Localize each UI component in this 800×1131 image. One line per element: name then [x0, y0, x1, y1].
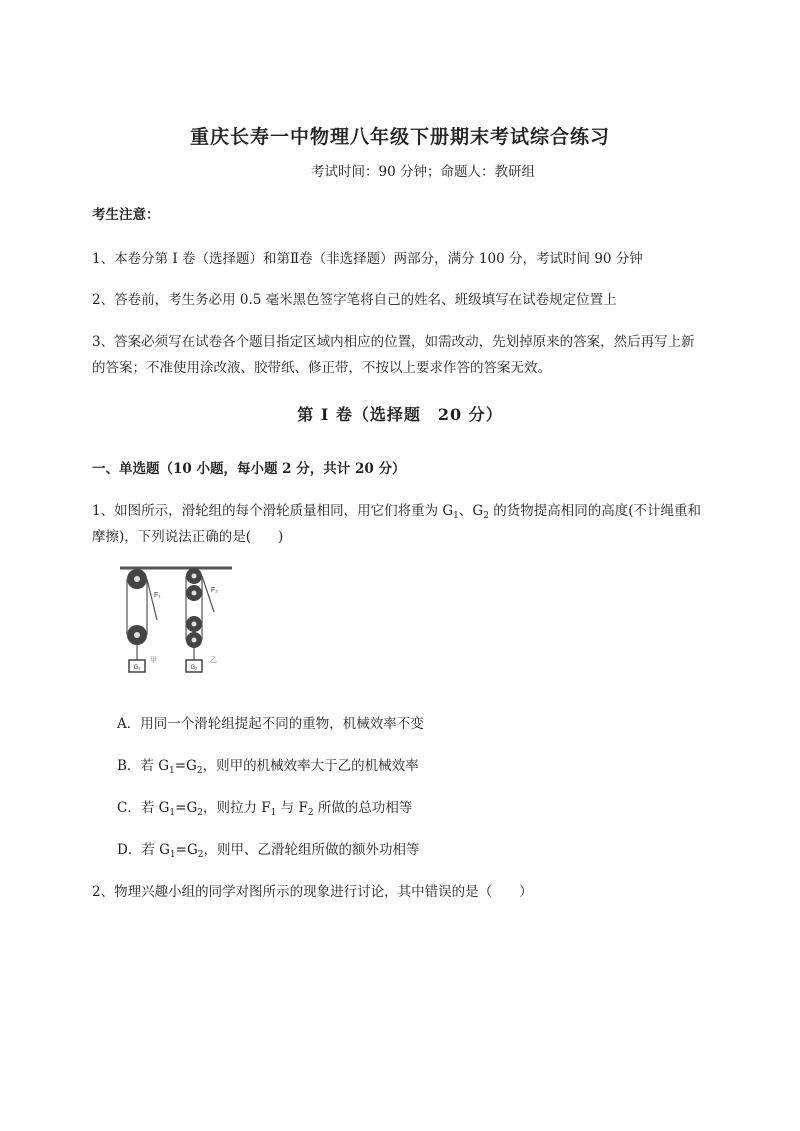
option-c-text: C．若 G — [117, 800, 170, 816]
notice-item-1: 1、本卷分第 I 卷（选择题）和第Ⅱ卷（非选择题）两部分，满分 100 分，考试时间 90 分钟 — [92, 251, 643, 267]
question-1-line1 — [92, 499, 701, 519]
option-c-text: 所做的总功相等 — [313, 800, 413, 816]
notice-item-2: 2、答卷前，考生务必用 0.5 毫米黑色签字笔将自己的姓名、班级填写在试卷规定位置上 — [92, 292, 617, 308]
label-yi: 乙 — [210, 657, 217, 664]
option-b — [117, 754, 419, 774]
pulley-diagram — [112, 562, 236, 680]
notice-heading: 考生注意： — [92, 207, 160, 223]
subscript: 1 — [453, 511, 459, 521]
subscript: 2 — [196, 766, 203, 776]
option-d-text: D．若 G — [117, 842, 170, 858]
option-d-text: =G — [175, 842, 198, 858]
subscript: 1 — [169, 808, 176, 818]
option-b-text: =G — [174, 758, 197, 774]
exam-subtitle: 考试时间：90 分钟；命题人：教研组 — [311, 164, 535, 180]
option-b-text: ，则甲的机械效率大于乙的机械效率 — [202, 758, 419, 774]
option-c-text: 与 F — [276, 800, 308, 816]
notice-item-3-line2: 的答案；不准使用涂改液、胶带纸、修正带，不按以上要求作答的答案无效。 — [92, 360, 551, 376]
label-g2: G₂ — [190, 665, 198, 671]
question-1-line2: 摩擦)，下列说法正确的是( ) — [92, 529, 284, 545]
pulley-figure — [112, 562, 236, 680]
question-1-text-a: 1、如图所示，滑轮组的每个滑轮质量相同，用它们将重为 G — [92, 503, 454, 519]
label-f1: F₁ — [154, 592, 161, 599]
option-d-text: ，则甲、乙滑轮组所做的额外功相等 — [203, 842, 420, 858]
subscript: 1 — [270, 808, 277, 818]
exam-title: 重庆长寿一中物理八年级下册期末考试综合练习 — [189, 126, 610, 148]
section-title: 第 I 卷（选择题 20 分） — [297, 405, 503, 424]
label-f2: F₂ — [211, 587, 218, 594]
option-c-text: ，则拉力 F — [202, 800, 271, 816]
option-b-text: B．若 G — [117, 758, 169, 774]
part-heading: 一、单选题（10 小题，每小题 2 分，共计 20 分） — [92, 461, 406, 477]
question-1-text-c: 的货物提高相同的高度(不计绳重和 — [488, 503, 701, 519]
question-2-line1: 2、物理兴趣小组的同学对图所示的现象进行讨论，其中错误的是（ ） — [92, 884, 533, 900]
subscript: 1 — [169, 766, 175, 776]
option-d — [117, 838, 419, 858]
subscript: 1 — [169, 850, 176, 860]
subscript: 2 — [483, 511, 489, 521]
subscript: 2 — [197, 850, 204, 860]
option-c-text: =G — [175, 800, 198, 816]
subscript: 2 — [197, 808, 203, 818]
label-jia: 甲 — [150, 657, 157, 664]
label-g1: G₁ — [133, 665, 141, 671]
notice-item-3-line1: 3、答案必须写在试卷各个题目指定区域内相应的位置，如需改动，先划掉原来的答案，然后再写上新 — [92, 334, 695, 350]
option-a: A．用同一个滑轮组提起不同的重物，机械效率不变 — [117, 716, 424, 732]
question-1-text-b: 、G — [458, 503, 484, 519]
option-c — [117, 796, 412, 816]
subscript: 2 — [307, 808, 314, 818]
